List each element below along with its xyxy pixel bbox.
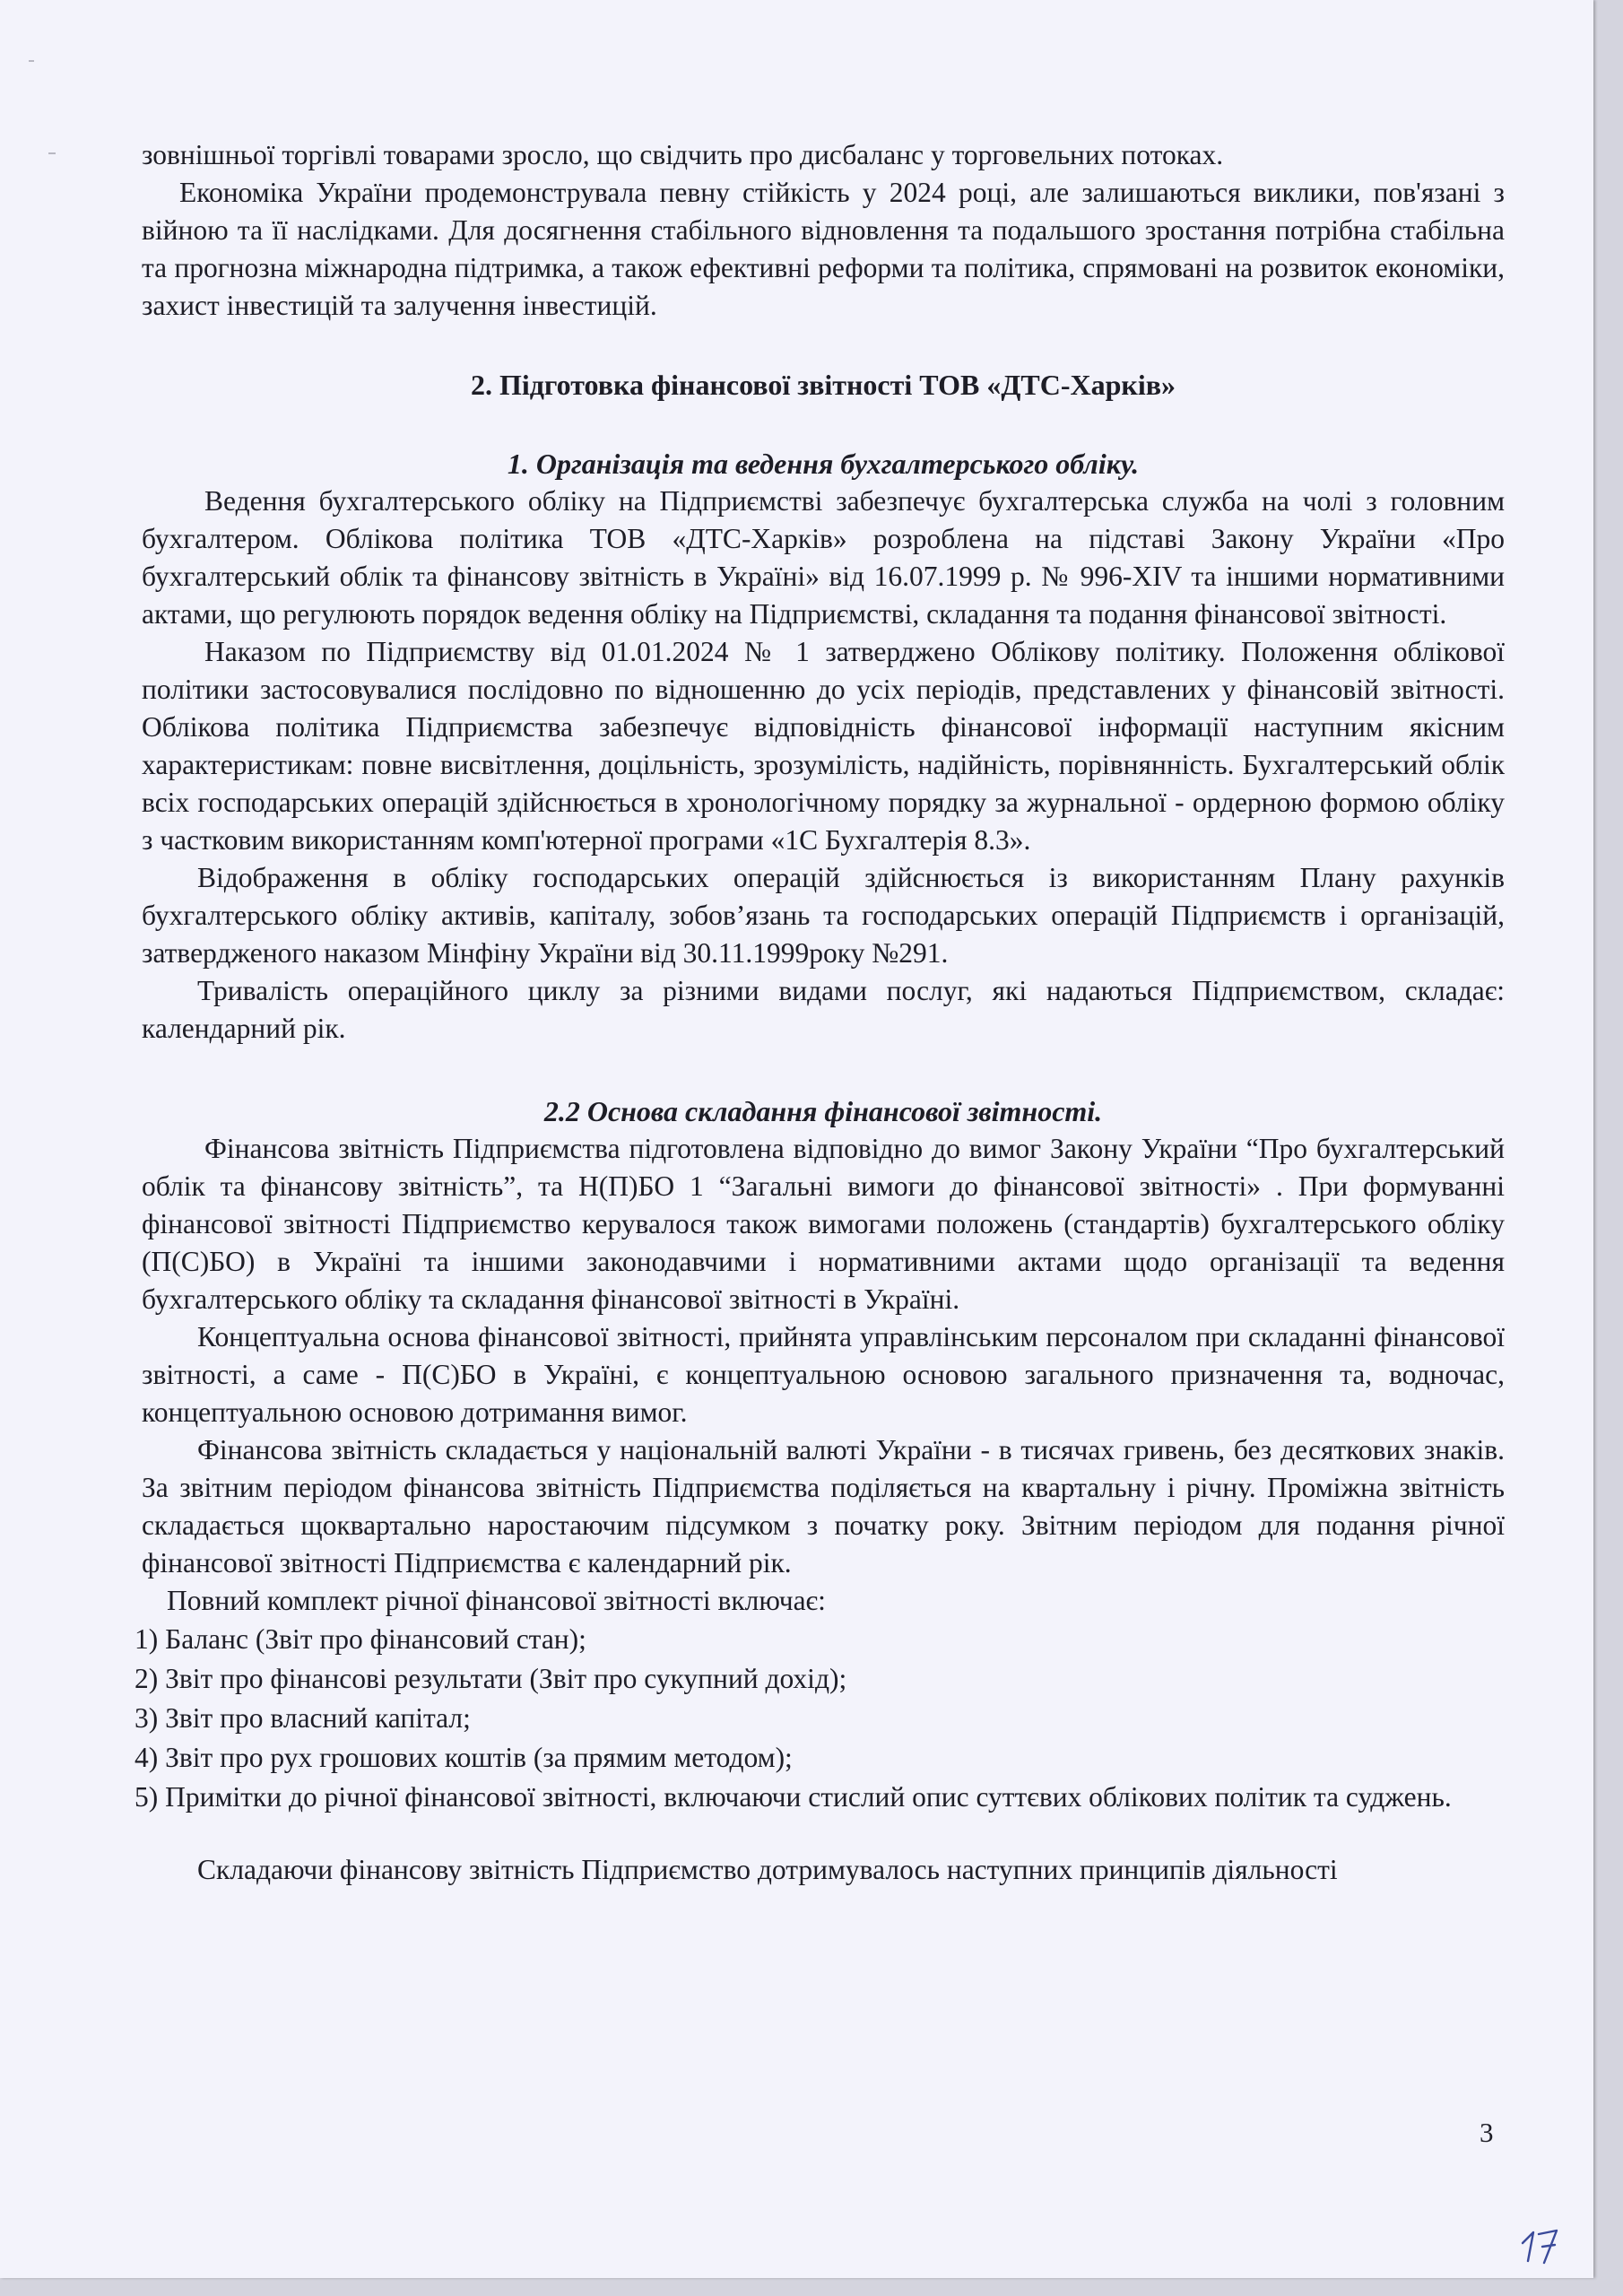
paragraph: Економіка України продемонструвала певну стійкість у 2024 році, але залишаються виклики, пов'язані з війною та її наслідками. Для досягнення стабільного відновлення та подальшого зростання потрібна стабільна та прогнозна міжнародна підтримка, а також ефективні реформи та політика, спрямовані на розвиток економіки, захист інвестицій та залучення інвестицій. [142,177,1505,321]
scan-mark [29,60,34,62]
list-item: 3) Звіт про власний капітал; [135,1702,471,1734]
paragraph: Відображення в обліку господарських операцій здійснюється із використанням Плану рахунків бухгалтерського обліку активів, капіталу, зобов’язань та господарських операцій Підприємств і організацій, затвердженого наказом Мінфіну України від 30.11.1999року №291. [142,862,1505,969]
subsection-heading: 1. Організація та ведення бухгалтерського обліку. [507,448,1140,480]
list-item: 1) Баланс (Звіт про фінансовий стан); [135,1623,586,1655]
paragraph: Повний комплект річної фінансової звітності включає: [167,1585,826,1616]
scan-mark [48,152,56,154]
statements-list [135,1620,1505,1817]
list-item: 4) Звіт про рух грошових коштів (за прямим методом); [135,1742,793,1773]
paragraph: Ведення бухгалтерського обліку на Підприємстві забезпечує бухгалтерська служба на чолі з головним бухгалтером. Облікова політика ТОВ «ДТС-Харків» розроблена на підставі Закону України «Про бухгалтерський облік та фінансову звітність в Україні» від 16.07.1999 р. № 996-XIV та іншими нормативними актами, що регулюють порядок ведення обліку на Підприємстві, складання та подання фінансової звітності. [142,485,1505,630]
page-number: 3 [1480,2117,1494,2148]
paragraph: Наказом по Підприємству від 01.01.2024 № 1 затверджено Облікову політику. Положення облікової політики застосовувалися послідовно по відношенню до усіх періодів, представлених у фінансовій звітності. Облікова політика Підприємства забезпечує відповідність фінансової інформації наступним якісним характеристикам: повне висвітлення, доцільність, зрозумілість, надійність, порівнянність. Бухгалтерський облік всіх господарських операцій здійснюється в хронологічному порядку за журнальної - ордерною формою обліку з частковим використанням комп'ютерної програми «1С Бухгалтерія 8.3». [142,636,1505,856]
section-heading: 2. Підготовка фінансової звітності ТОВ «ДТС-Харків» [470,369,1176,401]
paragraph: Концептуальна основа фінансової звітності, прийнята управлінським персоналом при складанні фінансової звітності, а саме - П(С)БО в Україні, є концептуальною основою загального призначення та, водночас, концептуальною основою дотримання вимог. [142,1321,1505,1428]
paragraph: Фінансова звітність Підприємства підготовлена відповідно до вимог Закону України “Про бухгалтерський облік та фінансову звітність”, та Н(П)БО 1 “Загальні вимоги до фінансової звітності» . При формуванні фінансової звітності Підприємство керувалося також вимогами положень (стандартів) бухгалтерського обліку (П(С)БО) в Україні та іншими законодавчими і нормативними актами щодо організації та ведення бухгалтерського обліку та складання фінансової звітності в Україні. [142,1133,1505,1315]
list-item: 5) Примітки до річної фінансової звітності, включаючи стислий опис суттєвих облікових політик та суджень. [135,1781,1452,1813]
handwritten-page-number [1517,2220,1571,2274]
document-body [135,136,1505,1889]
paragraph: Тривалість операційного циклу за різними видами послуг, які надаються Підприємством, складає: календарний рік. [142,975,1505,1044]
subsection-heading: 2.2 Основа складання фінансової звітності. [543,1095,1103,1127]
paragraph: Складаючи фінансову звітність Підприємство дотримувалось наступних принципів діяльності [197,1854,1338,1885]
list-item: 2) Звіт про фінансові результати (Звіт про сукупний дохід); [135,1663,847,1694]
paragraph: Фінансова звітність складається у національній валюті України - в тисячах гривень, без десяткових знаків. За звітним періодом фінансова звітність Підприємства поділяється на квартальну і річну. Проміжна звітність складається щоквартально наростаючим підсумком з початку року. Звітним періодом для подання річної фінансової звітності Підприємства є календарний рік. [142,1434,1505,1578]
paragraph: зовнішньої торгівлі товарами зросло, що свідчить про дисбаланс у торговельних потоках. [142,139,1224,170]
